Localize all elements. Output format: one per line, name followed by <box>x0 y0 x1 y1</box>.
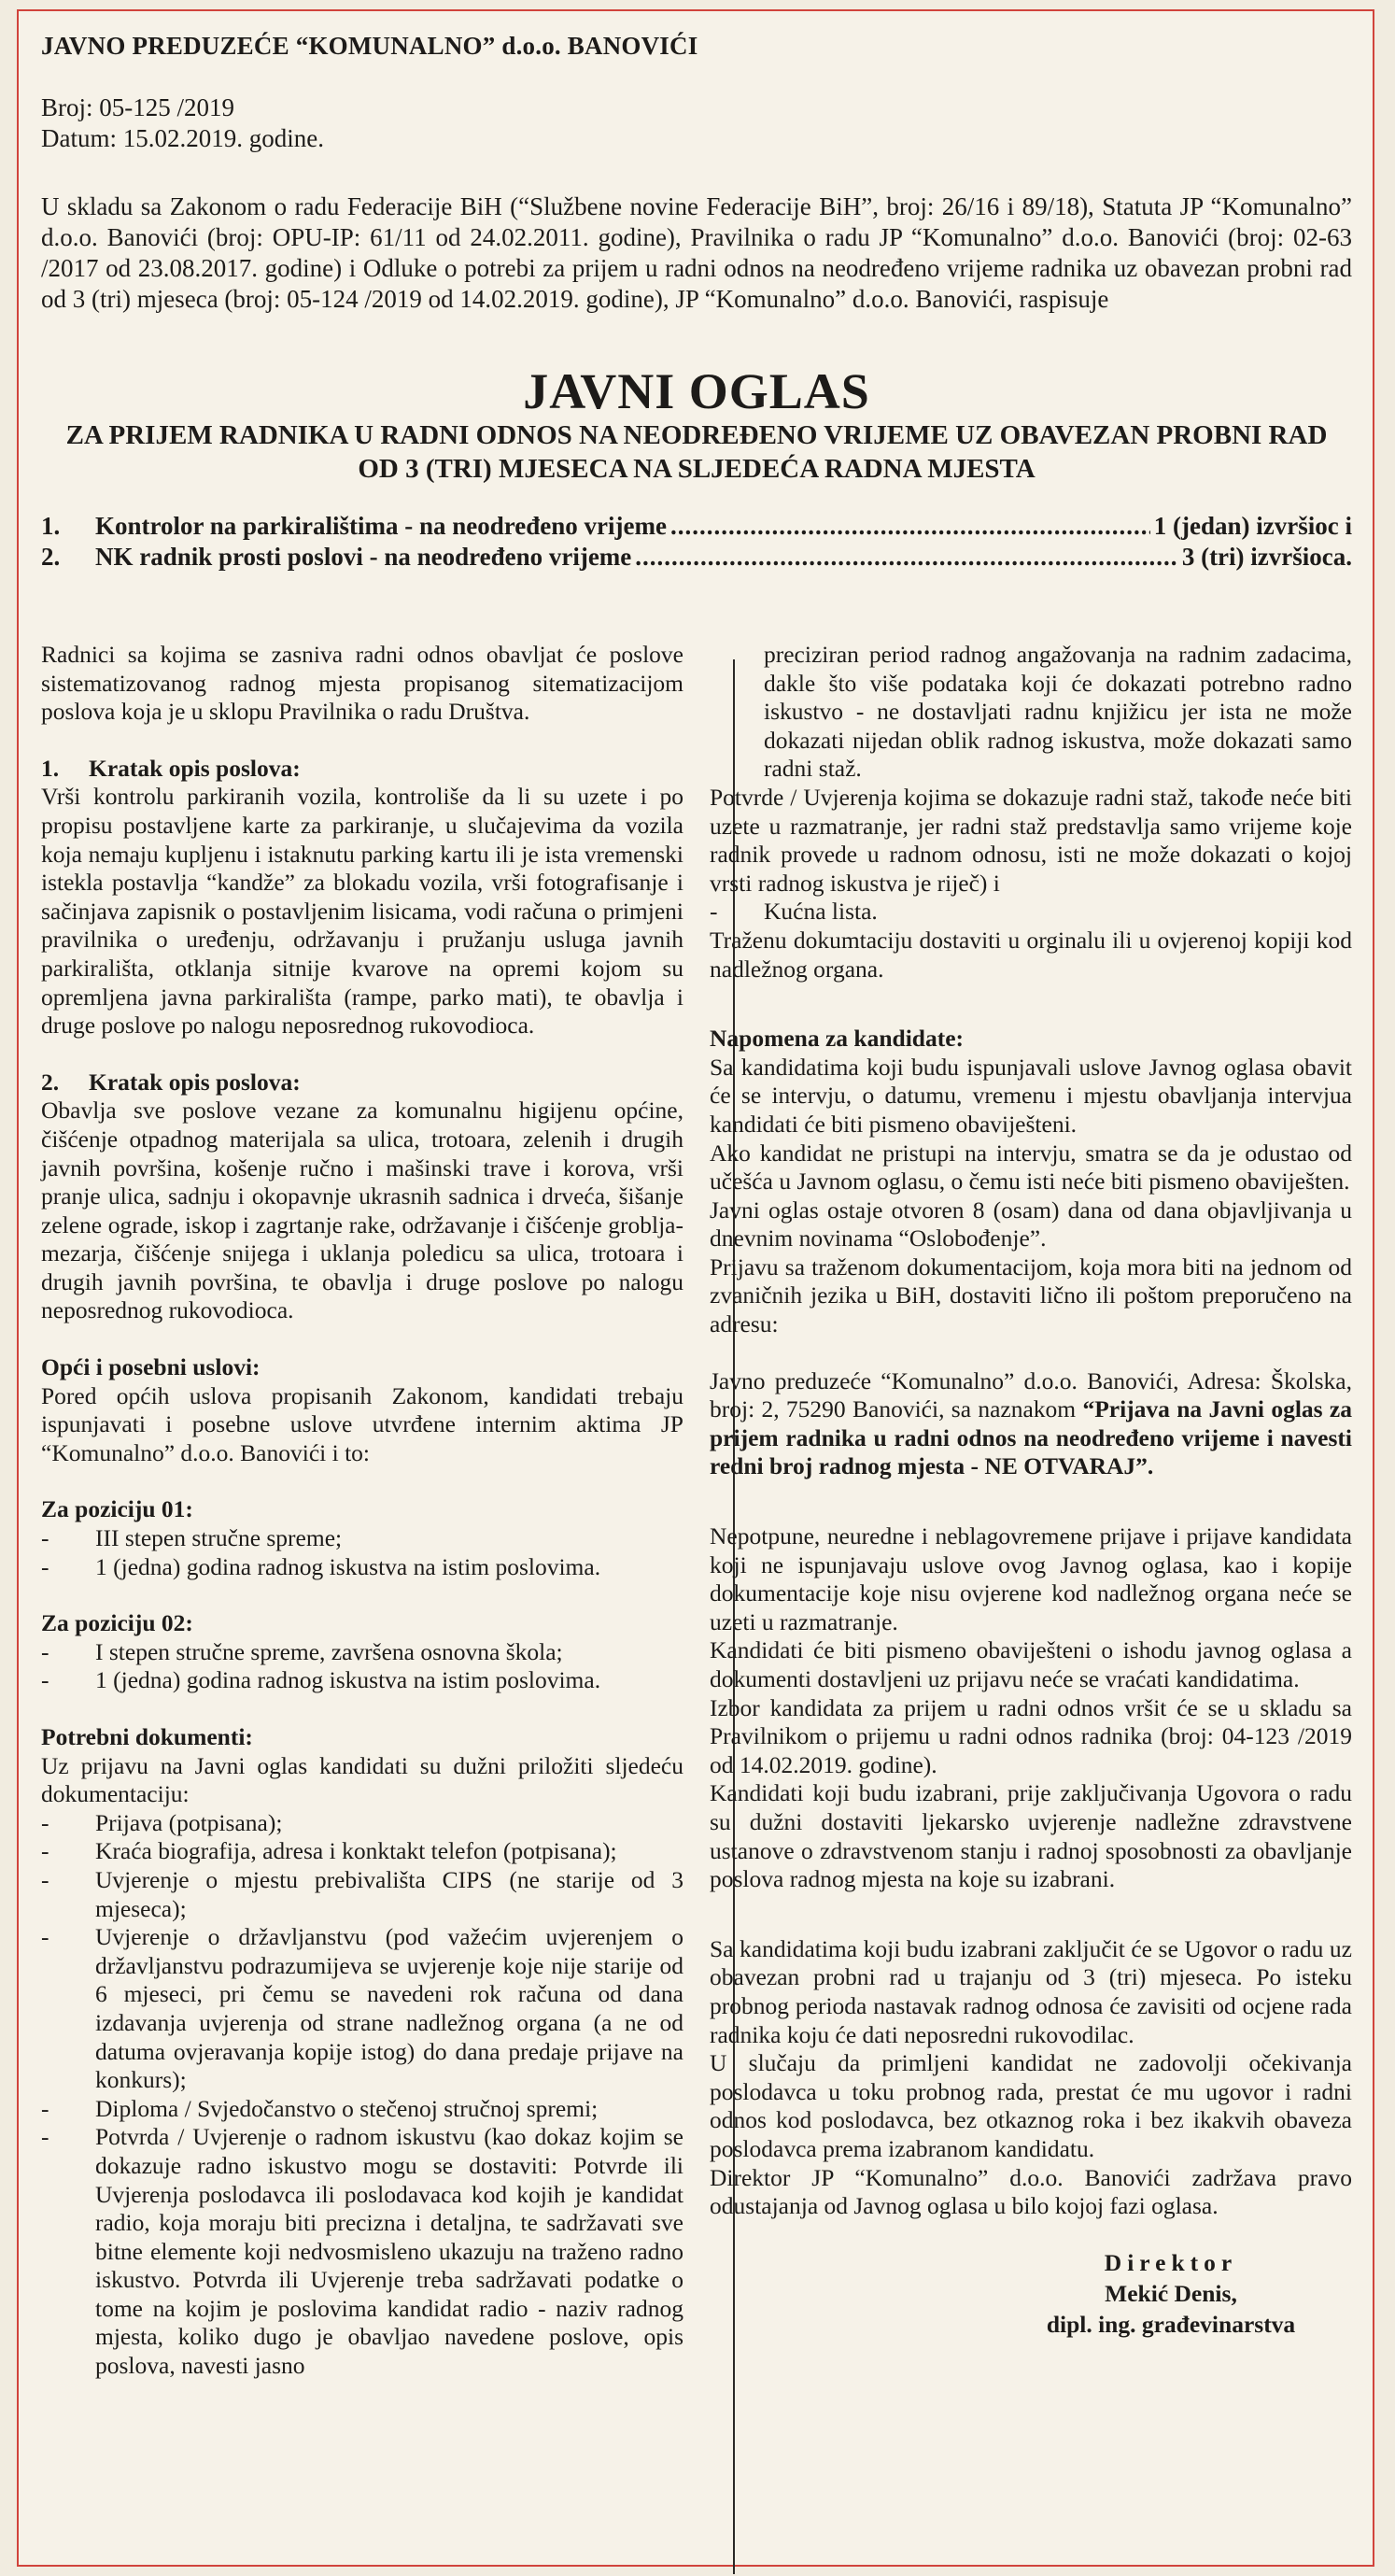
requirements-list <box>41 1638 683 1695</box>
note-text: Nepotpune, neuredne i neblagovremene prijave i prijave kandidata koji ne ispunjavaju uslove ovog Javnog oglasa, kao i kopije dokumentacije koje nisu ovjerene kod nadležnog organa neće se uzeti u razmatranje. <box>710 1522 1352 1635</box>
note-text: Kandidati će biti pismeno obaviješteni o ishodu javnog oglasa a dokumenti dostavljeni uz prijavu neće se vraćati kandidatima. <box>710 1636 1352 1692</box>
position-row <box>41 542 1352 573</box>
body-columns <box>41 641 1352 2381</box>
note-text: Kandidati koji budu izabrani, prije zaključivanja Ugovora o radu su dužni dostaviti ljekarsko uvjerenje nadležne zdravstvene ustanove o zdravstvenom stanju i radnoj sposobnosti za obavljanje poslova radnog mjesta na koje su izabrani. <box>710 1779 1352 1893</box>
list-item: - 1 (jedna) godina radnog iskustva na istim poslovima. <box>41 1666 683 1695</box>
section-text: Pored općih uslova propisanih Zakonom, kandidati trebaju ispunjavati i posebne uslove utvrđene internim aktima JP “Komunalno” d.o.o. Banovići i to: <box>41 1381 683 1466</box>
documents-text: Traženu dokumtaciju dostaviti u orginalu ili u ovjerenoj kopiji kod nadležnog organa. <box>710 926 1352 983</box>
section-text: Obavlja sve poslove vezane za komunalnu higijenu općine, čišćenje otpadnog materijala sa ulica, trotoara, zelenih i drugih javnih površina, košenje ručno i mašinski trave i korova, vrši pranje ulica, sadnju i okopavnje ukrasnih sadnica i drveća, šišanje zelene ograde, iskop i zagrtanje rake, održavanje i čišćenje groblja-mezarja, čišćenje snijega i uklanja poledicu sa ulica, trotoara i drugih javnih površina, te obavlja i druge poslove po nalogu neposrednog rukovodioca. <box>41 1097 683 1324</box>
company-name: JAVNO PREDUZEĆE “KOMUNALNO” d.o.o. BANOVIĆI <box>41 32 698 60</box>
left-intro-paragraph: Radnici sa kojima se zasniva radni odnos obavljat će poslove sistematizovanog radnog mjesta propisanog sitematizacijom poslova koja je u sklopu Pravilnika o radu Društva. <box>41 641 683 726</box>
section-heading: Potrebni dokumenti: <box>41 1723 253 1750</box>
note-text: Ako kandidat ne pristupi na intervju, smatra se da je odustao od učešća u Javnom oglasu, o čemu isti neće biti pismeno obaviješten. <box>710 1139 1352 1196</box>
left-column <box>41 641 683 2381</box>
positions-list <box>41 511 1352 573</box>
documents-list <box>710 898 1352 927</box>
document-page <box>17 9 1374 2567</box>
note-text: Prijavu sa traženom dokumentacijom, koja mora biti na jednom od zvaničnih jezika u BiH, dostaviti lično ili poštom preporučeno na adresu: <box>710 1253 1352 1338</box>
position-number: 2. <box>41 543 61 571</box>
document-date: Datum: 15.02.2019. godine. <box>41 124 324 152</box>
right-column <box>710 641 1352 2381</box>
section-heading: Opći i posebni uslovi: <box>41 1353 261 1381</box>
list-item: - Diploma / Svjedočanstvo o stečenoj stručnoj spremi; <box>41 2095 683 2124</box>
section-heading: Za poziciju 02: <box>41 1609 193 1637</box>
signature-role: Direktor <box>1104 2248 1238 2276</box>
note-text: Sa kandidatima koji budu izabrani zaključit će se Ugovor o radu uz obavezan probni rad u trajanju od 3 (tri) mjeseca. Po isteku probnog perioda nastavak radnog odnosa će zavisiti od ocjene rada radnika koju će dati neposredni rukovodilac. <box>710 1934 1352 2048</box>
position-title: NK radnik prosti poslovi - na neodređeno vrijeme <box>95 543 632 571</box>
section-text: Vrši kontrolu parkiranih vozila, kontroliše da li su uzete i po propisu postavljene karte za parkiranje, u slučajevima da vozila koja nemaju kupljenu i istaknutu parking kartu ili je ista vremenski istekla postavlja “kandže” za blokadu vozila, vrši fotografisanje i sačinjava zapisnik o postavljenim lisicama, vodi računa o primjeni pravilnika o uređenju, održavanju i pružanju usluga javnih parkirališta, otklanja sitnije kvarove na opremi kojom su opremljena javna parkirališta (rampe, parko mati), te obavlja i druge poslove po nalogu neposrednog rukovodioca. <box>41 783 683 1040</box>
list-item: - Kraća biografija, adresa i konktakt telefon (potpisana); <box>41 1837 683 1866</box>
list-item: - Potvrda / Uvjerenje o radnom iskustvu (kao dokaz kojim se dokazuje radno iskustvo mogu se dostaviti: Potvrde ili Uvjerenja poslodavca ili poslodavaca kod kojih je kandidat radio, koja moraju biti precizna i detaljna, te sadržavati sve bitne elemente koji nedvosmisleno ukazuju na traženo radno iskustvo. Potvrda ili Uvjerenje treba sadržavati podatke o tome na kojim je poslovima kandidat radio - naziv radnog mjesta, koliko dugo je obavljao navedene poslove, opis poslova, navesti jasno <box>41 2123 683 2380</box>
ad-subtitle-line-2: OD 3 (TRI) MJESECA NA SLJEDEĆA RADNA MJESTA <box>358 454 1036 484</box>
list-item: - Kućna lista. <box>710 898 1352 927</box>
list-item: - 1 (jedna) godina radnog iskustva na istim poslovima. <box>41 1553 683 1582</box>
ad-subtitle-line-1: ZA PRIJEM RADNIKA U RADNI ODNOS NA NEODREĐENO VRIJEME UZ OBAVEZAN PROBNI RAD <box>65 420 1328 450</box>
list-item: - III stepen stručne spreme; <box>41 1524 683 1553</box>
dot-leader <box>635 542 1178 573</box>
list-item: - Uvjerenje o mjestu prebivališta CIPS (ne starije od 3 mjeseca); <box>41 1866 683 1923</box>
intro-paragraph: U skladu sa Zakonom o radu Federacije BiH (“Službene novine Federacije BiH”, broj: 26/16 i 89/18), Statuta JP “Komunalno” d.o.o. Banovići (broj: OPU-IP: 61/11 od 24.02.2011. godine), Pravilnika o radu JP “Komunalno” d.o.o. Banovići (broj: 02-63 /2017 od 23.08.2017. godine) i Odluke o potrebi za prijem u radni odnos na neodređeno vrijeme radnika uz obavezan probni rad od 3 (tri) mjeseca (broj: 05-124 /2019 od 14.02.2019. godine), JP “Komunalno” d.o.o. Banovići, raspisuje <box>41 192 1352 313</box>
documents-list <box>41 1809 683 2381</box>
section-heading: 1. Kratak opis poslova: <box>41 754 301 782</box>
section-heading: 2. Kratak opis poslova: <box>41 1068 301 1096</box>
note-text: Direktor JP “Komunalno” d.o.o. Banovići zadržava pravo odustajanja od Javnog oglasa u bilo kojoj fazi oglasa. <box>710 2163 1352 2220</box>
signature-block <box>990 2247 1352 2340</box>
envelope-marking: “Prijava na Javni oglas za prijem radnika u radni odnos na neodređeno vrijeme i navesti redni broj radnog mjesta - NE OTVARAJ”. <box>710 1395 1352 1480</box>
signature-title: dipl. ing. građevinarstva <box>1046 2310 1296 2338</box>
dot-leader <box>670 511 1150 542</box>
documents-text: Potvrde / Uvjerenja kojima se dokazuje radni staž, takođe neće biti uzete u razmatranje, jer radni staž predstavlja samo vrijeme koje radnik provede u radnom odnosu, isti ne može dokazati o kojoj vrsti radnog iskustva je riječ) i <box>710 783 1352 897</box>
note-text: Izbor kandidata za prijem u radni odnos vršit će se u skladu sa Pravilnikom o prijemu u radni odnos radnika (broj: 04-123 /2019 od 14.02.2019. godine). <box>710 1693 1352 1778</box>
position-number: 1. <box>41 512 61 540</box>
ad-title: JAVNI OGLAS <box>523 363 870 419</box>
document-content <box>41 24 1352 2380</box>
note-text: Javni oglas ostaje otvoren 8 (osam) dana od dana objavljivanja u dnevnim novinama “Oslobođenje”. <box>710 1196 1352 1253</box>
delivery-address <box>710 1367 1352 1481</box>
position-count: 1 (jedan) izvršioc i <box>1153 512 1352 540</box>
note-text: Sa kandidatima koji budu ispunjavali uslove Javnog oglasa obavit će se intervju, o datumu, vremenu i mjestu obavljanja intervjua kandidati će biti pismeno obaviješteni. <box>710 1053 1352 1138</box>
position-title: Kontrolor na parkiralištima - na neodređeno vrijeme <box>95 512 667 540</box>
list-item: - Uvjerenje o državljanstvu (pod važećim uvjerenjem o državljanstvu podrazumijeva se uvjerenje koje nije starije od 6 mjeseci, pri čemu se navedeni rok računa od dana izdavanja uvjerenja od strane nadležnog organa (a ne od datuma ovjeravanja kopije istog) do dana predaje prijave na konkurs); <box>41 1923 683 2095</box>
requirements-list <box>41 1524 683 1581</box>
document-number: Broj: 05-125 /2019 <box>41 93 234 121</box>
list-item: - Prijava (potpisana); <box>41 1809 683 1838</box>
documents-continued: preciziran period radnog angažovanja na radnim zadacima, dakle što više podataka koji će dokazati potrebno radno iskustvo - ne dostavljati radnu knjižicu jer ista ne može dokazati nijedan oblik radnog iskustva, može dokazati samo radni staž. <box>764 641 1352 783</box>
position-row <box>41 511 1352 542</box>
section-text: Uz prijavu na Javni oglas kandidati su dužni priložiti sljedeću dokumentaciju: <box>41 1751 683 1808</box>
section-heading: Napomena za kandidate: <box>710 1025 965 1053</box>
section-heading: Za poziciju 01: <box>41 1495 193 1523</box>
position-count: 3 (tri) izvršioca. <box>1181 543 1352 571</box>
reference-block <box>41 92 1352 154</box>
list-item: - I stepen stručne spreme, završena osnovna škola; <box>41 1638 683 1667</box>
address-text: Javno preduzeće “Komunalno” d.o.o. Banovići, Adresa: Školska, broj: 2, 75290 Banovići, sa naznakom <box>710 1366 1352 1423</box>
signature-name: Mekić Denis, <box>1105 2279 1237 2307</box>
note-text: U slučaju da primljeni kandidat ne zadovolji očekivanja poslodavca u toku probnog rada, prestat će mu ugovor i radni odnos kod poslodavca, bez otkaznog roka i bez ikakvih obaveza poslodavca prema izabranom kandidatu. <box>710 2049 1352 2162</box>
